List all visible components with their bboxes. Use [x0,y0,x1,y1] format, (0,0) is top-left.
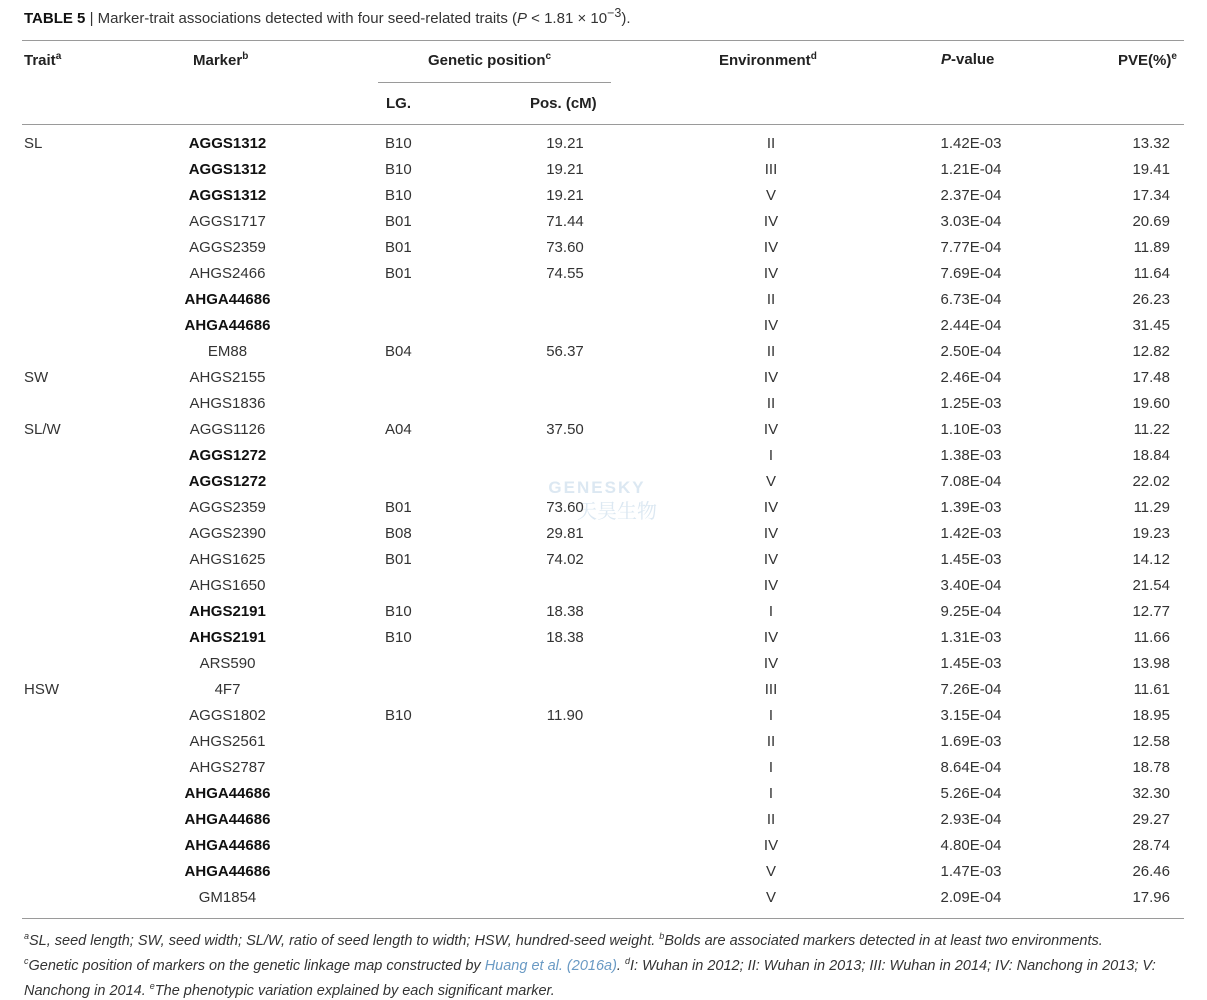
environment-cell: V [765,187,776,204]
environment-cell: IV [763,655,779,672]
pve-cell: 11.89 [1133,239,1170,256]
table-row [0,444,1207,470]
table-row [0,366,1207,392]
linkage-group-cell: A04 [385,421,412,438]
marker-cell: AGGS1312 [188,187,267,204]
p-value-cell: 7.77E-04 [940,239,1002,256]
p-value-cell: 2.46E-04 [940,369,1002,386]
linkage-group-cell: B10 [385,135,412,152]
marker-cell: AGGS1802 [189,707,266,724]
p-value-cell: 7.26E-04 [940,681,1002,698]
table-row [0,756,1207,782]
position-cell: 74.02 [546,551,584,568]
table-row [0,522,1207,548]
p-value-cell: 1.31E-03 [940,629,1002,646]
pve-cell: 17.34 [1132,187,1170,204]
linkage-group-cell: B01 [385,499,412,516]
header-environment: Environment$^d$ [719,51,817,69]
table-row [0,132,1207,158]
linkage-group-cell: B10 [385,187,412,204]
p-value-cell: 9.25E-04 [940,603,1002,620]
environment-cell: IV [763,837,779,854]
marker-cell: AHGA44686 [184,863,271,880]
footnote-d: I: Wuhan in 2012; II: Wuhan in 2013; III: Wuhan in 2014; IV: Nanchong in 2013; V: Nanchong in 2014. [24,957,1156,999]
pve-cell: 19.23 [1132,525,1170,542]
environment-cell: II [766,811,776,828]
table-row [0,496,1207,522]
pve-cell: 11.29 [1133,499,1170,516]
pve-cell: 11.64 [1133,265,1170,282]
p-value-cell: 2.37E-04 [940,187,1002,204]
pve-cell: 18.95 [1132,707,1170,724]
pve-cell: 22.02 [1132,473,1170,490]
table-row [0,860,1207,886]
linkage-group-cell: B01 [385,239,412,256]
p-value-cell: 1.42E-03 [940,135,1002,152]
pve-cell: 12.82 [1132,343,1170,360]
linkage-group-cell: B01 [385,265,412,282]
footnote-b: Bolds are associated markers detected in at least two environments. [664,932,1103,949]
header-lg: LG. [386,95,411,112]
pve-cell: 12.58 [1132,733,1170,750]
environment-cell: V [765,863,776,880]
header-pos: Pos. (cM) [530,95,597,112]
watermark-latin: GENESKY [548,478,646,497]
p-value-cell: 2.50E-04 [940,343,1002,360]
position-cell: 71.44 [546,213,584,230]
caption-separator: | [85,10,98,27]
bottom-rule [22,918,1184,919]
pve-cell: 11.66 [1133,629,1170,646]
p-value-cell: 7.08E-04 [940,473,1002,490]
linkage-group-cell: B08 [385,525,412,542]
p-value-cell: 5.26E-04 [940,785,1002,802]
position-cell: 37.50 [546,421,584,438]
environment-cell: IV [763,369,779,386]
footnote-a: SL, seed length; SW, seed width; SL/W, ratio of seed length to width; HSW, hundred-seed weight. [29,932,660,949]
p-value-cell: 6.73E-04 [940,291,1002,308]
genetic-position-rule [378,82,611,83]
p-value-cell: 2.09E-04 [940,889,1002,906]
table-row [0,678,1207,704]
table-row [0,470,1207,496]
marker-cell: AHGS2466 [189,265,266,282]
environment-cell: II [766,343,776,360]
marker-cell: AHGS2191 [189,603,266,620]
table-footnotes: $^a$SL, seed length; SW, seed width; SL/W, ratio of seed length to width; HSW, hundred-seed weight. $^b$Bolds are associated markers detected in at least two environments. $^c$Genetic position of markers on the genetic linkage map constructed by Huang et al. (2016a). $^d$I: Wuhan in 2012; II: Wuhan in 2013; III: Wuhan in 2014; IV: Nanchong in 2013; V: Nanchong in 2014. $^e$The phenotypic variation explained by each significant marker. [24,931,1156,999]
position-cell: 73.60 [546,499,584,516]
reference-link-huang-2016a[interactable]: Huang et al. (2016a) [484,957,617,974]
table-row [0,704,1207,730]
marker-cell: AHGS2787 [189,759,266,776]
header-bottom-rule [22,124,1184,125]
p-value-cell: 2.93E-04 [940,811,1002,828]
footnote-e: The phenotypic variation explained by each significant marker. [154,982,555,999]
marker-cell: AHGS1836 [189,395,266,412]
pve-cell: 18.84 [1132,447,1170,464]
environment-cell: IV [763,551,779,568]
pve-cell: 31.45 [1132,317,1170,334]
table-row [0,600,1207,626]
marker-cell: AGGS1126 [189,421,266,438]
table-row [0,236,1207,262]
header-genetic-position: Genetic position$^c$ [428,51,552,69]
marker-cell: AGGS1272 [188,447,267,464]
environment-cell: IV [763,629,779,646]
linkage-group-cell: B10 [385,629,412,646]
environment-cell: II [766,395,776,412]
position-cell: 19.21 [546,135,584,152]
marker-cell: AGGS1717 [189,213,266,230]
trait-cell: HSW [24,681,59,698]
table-body [0,132,1207,912]
marker-cell: AHGA44686 [184,785,271,802]
environment-cell: IV [763,317,779,334]
pve-cell: 26.23 [1132,291,1170,308]
environment-cell: II [766,733,776,750]
environment-cell: I [768,603,774,620]
environment-cell: IV [763,525,779,542]
table-row [0,314,1207,340]
p-value-cell: 3.15E-04 [940,707,1002,724]
p-value-cell: 7.69E-04 [940,265,1002,282]
position-cell: 74.55 [546,265,584,282]
linkage-group-cell: B10 [385,707,412,724]
position-cell: 19.21 [546,187,584,204]
environment-cell: I [768,707,774,724]
marker-cell: AGGS2359 [189,499,266,516]
marker-cell: AHGS1650 [189,577,266,594]
marker-cell: AGGS1312 [188,161,267,178]
environment-cell: III [764,161,778,178]
table-row [0,340,1207,366]
pve-cell: 11.22 [1133,421,1170,438]
pve-cell: 21.54 [1132,577,1170,594]
caption-exponent: −3 [607,6,622,20]
table-row [0,262,1207,288]
header-trait: Trait$^a$ [24,51,62,69]
environment-cell: I [768,759,774,776]
table-row [0,392,1207,418]
marker-cell: 4F7 [214,681,241,698]
marker-cell: AHGA44686 [184,317,271,334]
footnote-c: Genetic position of markers on the genetic linkage map constructed by [28,957,485,974]
caption-close: ). [621,10,631,27]
environment-cell: IV [763,421,779,438]
environment-cell: II [766,291,776,308]
position-cell: 73.60 [546,239,584,256]
environment-cell: I [768,447,774,464]
linkage-group-cell: B01 [385,213,412,230]
p-value-cell: 1.10E-03 [940,421,1002,438]
marker-cell: AHGS2191 [189,629,266,646]
table-row [0,834,1207,860]
linkage-group-cell: B01 [385,551,412,568]
marker-cell: AHGS1625 [189,551,266,568]
table-row [0,548,1207,574]
table-label: TABLE 5 [24,10,86,27]
p-value-cell: 3.03E-04 [940,213,1002,230]
position-cell: 56.37 [546,343,584,360]
environment-cell: IV [763,577,779,594]
p-value-cell: 1.38E-03 [940,447,1002,464]
header-pve: PVE(%)$^e$ [1118,51,1177,69]
environment-cell: IV [763,265,779,282]
position-cell: 18.38 [546,603,584,620]
caption-p-symbol: P [516,10,527,27]
pve-cell: 19.41 [1132,161,1170,178]
position-cell: 29.81 [546,525,584,542]
marker-cell: EM88 [207,343,248,360]
p-value-cell: 1.45E-03 [940,551,1002,568]
marker-cell: AGGS2390 [189,525,266,542]
p-value-cell: 1.47E-03 [940,863,1002,880]
marker-cell: AGGS1272 [188,473,267,490]
pve-cell: 13.98 [1132,655,1170,672]
position-cell: 11.90 [546,707,584,724]
p-value-cell: 1.69E-03 [940,733,1002,750]
environment-cell: IV [763,239,779,256]
marker-cell: ARS590 [199,655,256,672]
p-value-cell: 1.42E-03 [940,525,1002,542]
p-value-cell: 3.40E-04 [940,577,1002,594]
pve-cell: 28.74 [1132,837,1170,854]
pve-cell: 17.48 [1132,369,1170,386]
table-row [0,652,1207,678]
pve-cell: 26.46 [1132,863,1170,880]
p-value-cell: 1.45E-03 [940,655,1002,672]
table-row [0,808,1207,834]
top-rule [22,40,1184,41]
marker-cell: AHGS2155 [189,369,266,386]
table-row [0,730,1207,756]
marker-cell: AGGS2359 [189,239,266,256]
header-marker: Marker$^b$ [193,51,249,69]
trait-cell: SL/W [24,421,61,438]
pve-cell: 20.69 [1132,213,1170,230]
environment-cell: II [766,135,776,152]
pve-cell: 11.61 [1133,681,1170,698]
table-row [0,886,1207,912]
header-p-value: P-value [941,51,995,68]
marker-cell: AHGA44686 [184,811,271,828]
p-value-cell: 2.44E-04 [940,317,1002,334]
environment-cell: IV [763,213,779,230]
marker-cell: AHGA44686 [184,291,271,308]
table-row [0,418,1207,444]
pve-cell: 13.32 [1132,135,1170,152]
marker-cell: AHGS2561 [189,733,266,750]
environment-cell: V [765,473,776,490]
position-cell: 18.38 [546,629,584,646]
environment-cell: IV [763,499,779,516]
p-value-cell: 8.64E-04 [940,759,1002,776]
pve-cell: 29.27 [1132,811,1170,828]
pve-cell: 32.30 [1132,785,1170,802]
pve-cell: 14.12 [1132,551,1170,568]
p-value-cell: 1.21E-04 [940,161,1002,178]
environment-cell: III [764,681,778,698]
caption-threshold: < 1.81 × 10 [527,10,608,27]
linkage-group-cell: B04 [385,343,412,360]
p-value-cell: 1.25E-03 [940,395,1002,412]
table-caption [24,6,631,27]
trait-cell: SL [24,135,43,152]
environment-cell: I [768,785,774,802]
table-row [0,210,1207,236]
table-row [0,782,1207,808]
environment-cell: V [765,889,776,906]
table-row [0,626,1207,652]
pve-cell: 18.78 [1132,759,1170,776]
trait-cell: SW [24,369,49,386]
marker-cell: AGGS1312 [188,135,267,152]
table-row [0,288,1207,314]
pve-cell: 17.96 [1132,889,1170,906]
marker-cell: GM1854 [198,889,257,906]
table-row [0,574,1207,600]
pve-cell: 19.60 [1132,395,1170,412]
table-row [0,158,1207,184]
linkage-group-cell: B10 [385,161,412,178]
p-value-cell: 4.80E-04 [940,837,1002,854]
table-row [0,184,1207,210]
position-cell: 19.21 [546,161,584,178]
p-value-cell: 1.39E-03 [940,499,1002,516]
pve-cell: 12.77 [1132,603,1170,620]
linkage-group-cell: B10 [385,603,412,620]
caption-text: Marker-trait associations detected with four seed-related traits ( [97,10,517,27]
watermark-cjk: 天昊生物 [577,499,657,523]
marker-cell: AHGA44686 [184,837,271,854]
